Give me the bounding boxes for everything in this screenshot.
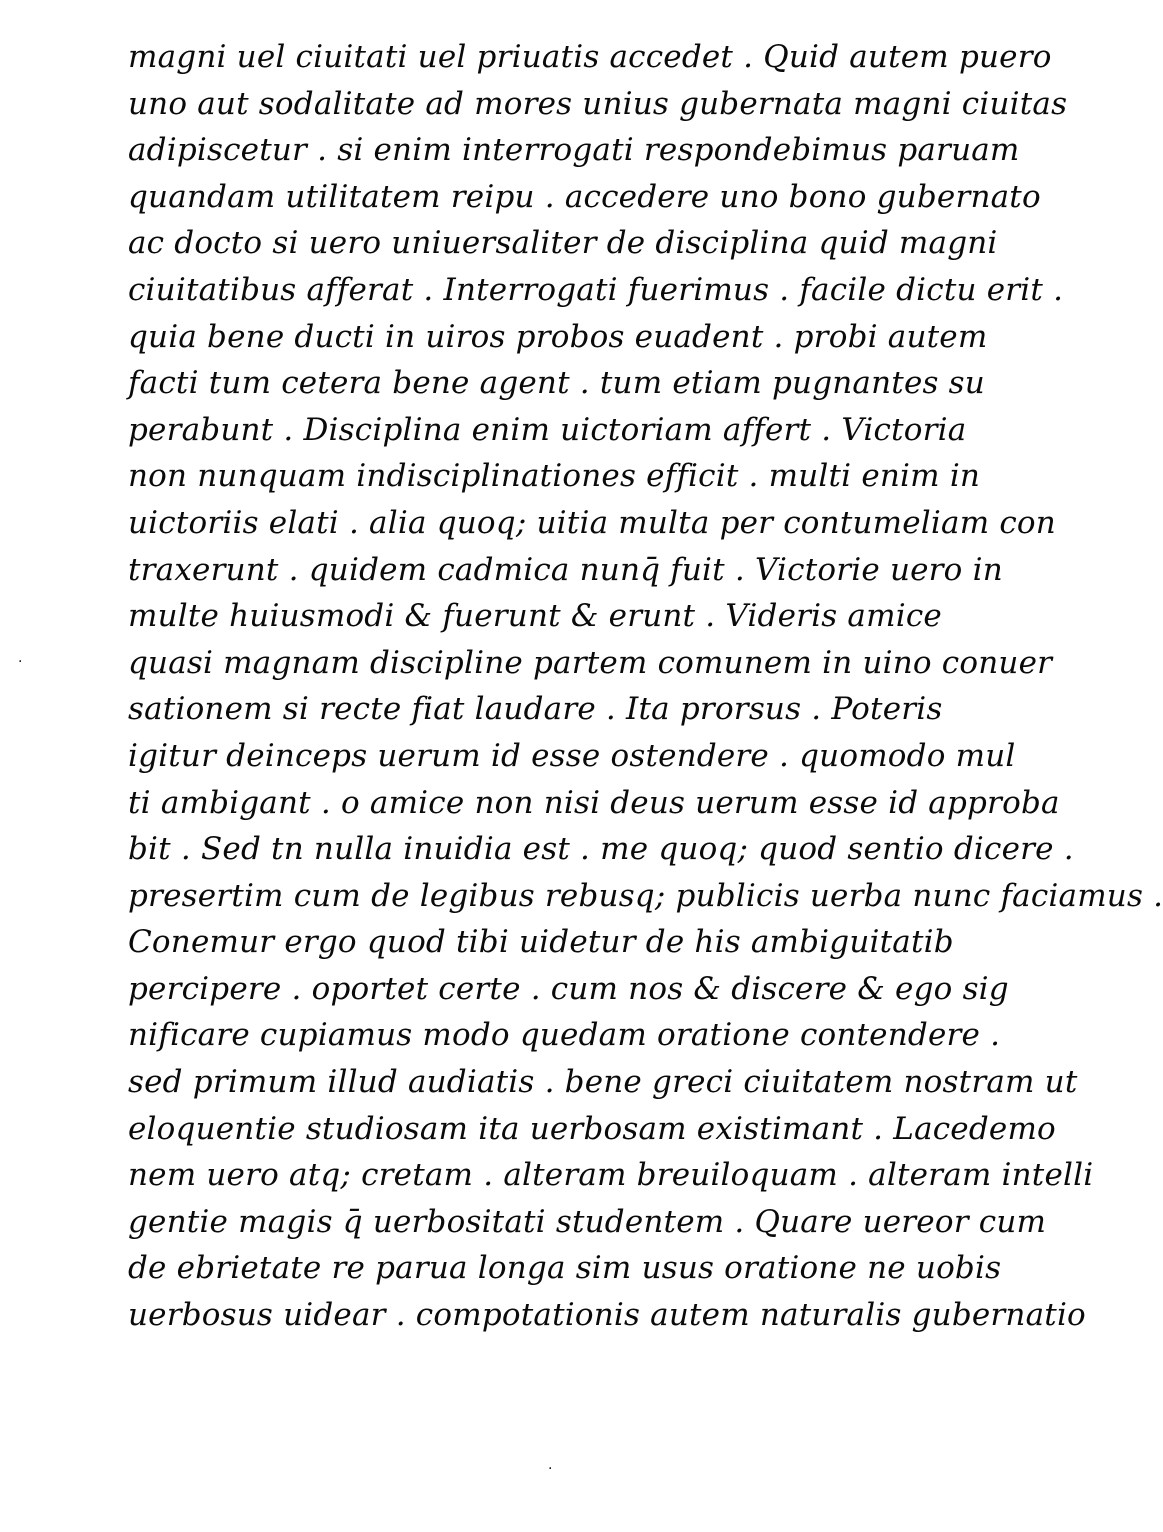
bottom-dot-mark: · xyxy=(548,1461,553,1477)
text-line: ti ambigant . o amice non nisi deus uerum esse id approba xyxy=(128,784,1060,821)
text-line: quia bene ducti in uiros probos euadent . probi autem xyxy=(128,318,988,355)
text-line: percipere . oportet certe . cum nos & discere & ego sig xyxy=(128,970,1009,1007)
text-line: ac docto si uero uniuersaliter de disciplina quid magni xyxy=(128,225,998,262)
text-line: traxerunt . quidem cadmica nunq̄ fuit . Victorie uero in xyxy=(128,551,1003,588)
text-line: sationem si recte fiat laudare . Ita prorsus . Poteris xyxy=(128,691,943,728)
text-line: uno aut sodalitate ad mores unius gubernata magni ciuitas xyxy=(128,85,1068,122)
text-line: nem uero atq; cretam . alteram breuiloquam . alteram intelli xyxy=(128,1157,1094,1194)
text-line: adipiscetur . si enim interrogati respondebimus paruam xyxy=(128,132,1020,169)
text-line: non nunquam indisciplinationes efficit . multi enim in xyxy=(128,458,981,495)
text-line: uerbosus uidear . compotationis autem naturalis gubernatio xyxy=(128,1297,1086,1334)
text-line: Conemur ergo quod tibi uidetur de his ambiguitatib xyxy=(128,924,954,961)
text-line: perabunt . Disciplina enim uictoriam affert . Victoria xyxy=(128,411,967,448)
text-line: de ebrietate re parua longa sim usus oratione ne uobis xyxy=(128,1250,1002,1287)
text-line: ciuitatibus afferat . Interrogati fuerimus . facile dictu erit . xyxy=(128,271,1064,308)
text-line: magni uel ciuitati uel priuatis accedet . Quid autem puero xyxy=(128,39,1052,75)
text-line: quandam utilitatem reipu . accedere uno bono gubernato xyxy=(128,178,1041,215)
text-line: eloquentie studiosam ita uerbosam existimant . Lacedemo xyxy=(128,1110,1056,1147)
text-line: sed primum illud audiatis . bene greci ciuitatem nostram ut xyxy=(128,1064,1078,1101)
text-line: gentie magis q̄ uerbositati studentem . Quare uereor cum xyxy=(128,1203,1047,1240)
manuscript-text-block xyxy=(128,34,1163,1339)
text-line: presertim cum de legibus rebusq; publicis uerba nunc faciamus . xyxy=(128,877,1163,914)
text-line: bit . Sed tn nulla inuidia est . me quoq; quod sentio dicere . xyxy=(128,831,1074,868)
text-line: igitur deinceps uerum id esse ostendere . quomodo mul xyxy=(128,737,1016,774)
text-line: uictoriis elati . alia quoq; uitia multa per contumeliam con xyxy=(128,504,1056,541)
text-line: quasi magnam discipline partem comunem in uino conuer xyxy=(128,644,1053,681)
text-line: nificare cupiamus modo quedam oratione contendere . xyxy=(128,1017,1001,1054)
margin-dot-mark: · xyxy=(18,654,23,670)
text-line: multe huiusmodi & fuerunt & erunt . Videris amice xyxy=(128,598,942,635)
text-line: facti tum cetera bene agent . tum etiam pugnantes su xyxy=(128,365,985,402)
